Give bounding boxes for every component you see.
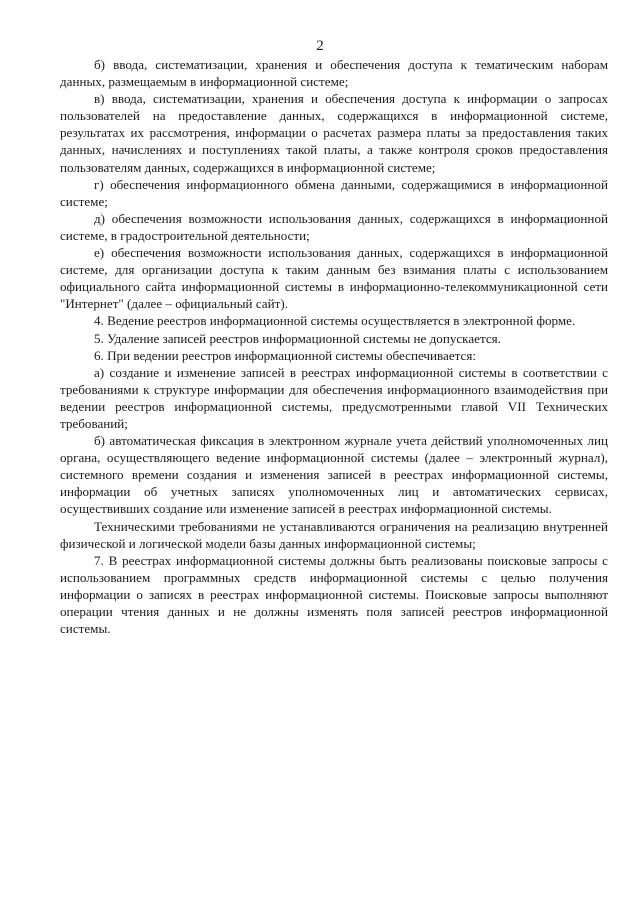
paragraph-v-user-requests: в) ввода, систематизации, хранения и обеспечения доступа к информации о запросах пользователей на предоставление данных, содержащихся в информационной системе, результатах их рассмотрения, информации о расчетах размера платы за предоставления таких данных, начислениях и поступлениях такой платы, а также контроля сроков предоставления пользователям данных, содержащихся в информационной системе;	[60, 91, 608, 175]
paragraph-7-search-queries: 7. В реестрах информационной системы должны быть реализованы поисковые запросы с использованием программных средств информационной системы с целью получения информации о записях в реестрах информационной системы. Поисковые запросы выполняют операции чтения данных и не должны изменять поля записей реестров информационной системы.	[60, 552, 608, 637]
document-body	[60, 56, 608, 637]
paragraph-6a-create-modify: а) создание и изменение записей в реестрах информационной системы в соответствии с требованиями к структуре информации для обеспечения информационного взаимодействия при ведении реестров информационной системы, предусмотренными главой VII Технических требований;	[60, 364, 608, 431]
paragraph-technical-requirements: Техническими требованиями не устанавливаются ограничения на реализацию внутренней физической и логической модели базы данных информационной системы;	[60, 518, 608, 551]
paragraph-b-thematic-datasets: б) ввода, систематизации, хранения и обеспечения доступа к тематическим наборам данных, размещаемым в информационной системе;	[60, 57, 608, 90]
paragraph-d-urban-planning: д) обеспечения возможности использования данных, содержащихся в информационной системе, в градостроительной деятельности;	[60, 210, 608, 243]
page-number: 2	[316, 38, 324, 54]
paragraph-6-registry-maintenance: 6. При ведении реестров информационной системы обеспечивается:	[94, 347, 477, 363]
paragraph-e-official-site: е) обеспечения возможности использования данных, содержащихся в информационной системе, для организации доступа к таким данным без взимания платы с использованием официального сайта информационной системы в информационно-телекоммуникационной сети "Интернет" (далее – официальный сайт).	[60, 245, 608, 312]
paragraph-5-no-deletion: 5. Удаление записей реестров информационной системы не допускается.	[94, 330, 501, 346]
paragraph-4-electronic-form: 4. Ведение реестров информационной системы осуществляется в электронной форме.	[94, 313, 576, 329]
paragraph-6b-electronic-journal: б) автоматическая фиксация в электронном журнале учета действий уполномоченных лиц органа, осуществляющего ведение информационной системы (далее – электронный журнал), системного времени создания и изменения записей в реестрах информационной системы, информации об учетных записях уполномоченных лиц и автоматических сервисах, осуществивших создание или изменение записей в реестрах информационной системы.	[60, 433, 608, 517]
paragraph-g-information-exchange: г) обеспечения информационного обмена данными, содержащимися в информационной системе;	[60, 176, 608, 209]
